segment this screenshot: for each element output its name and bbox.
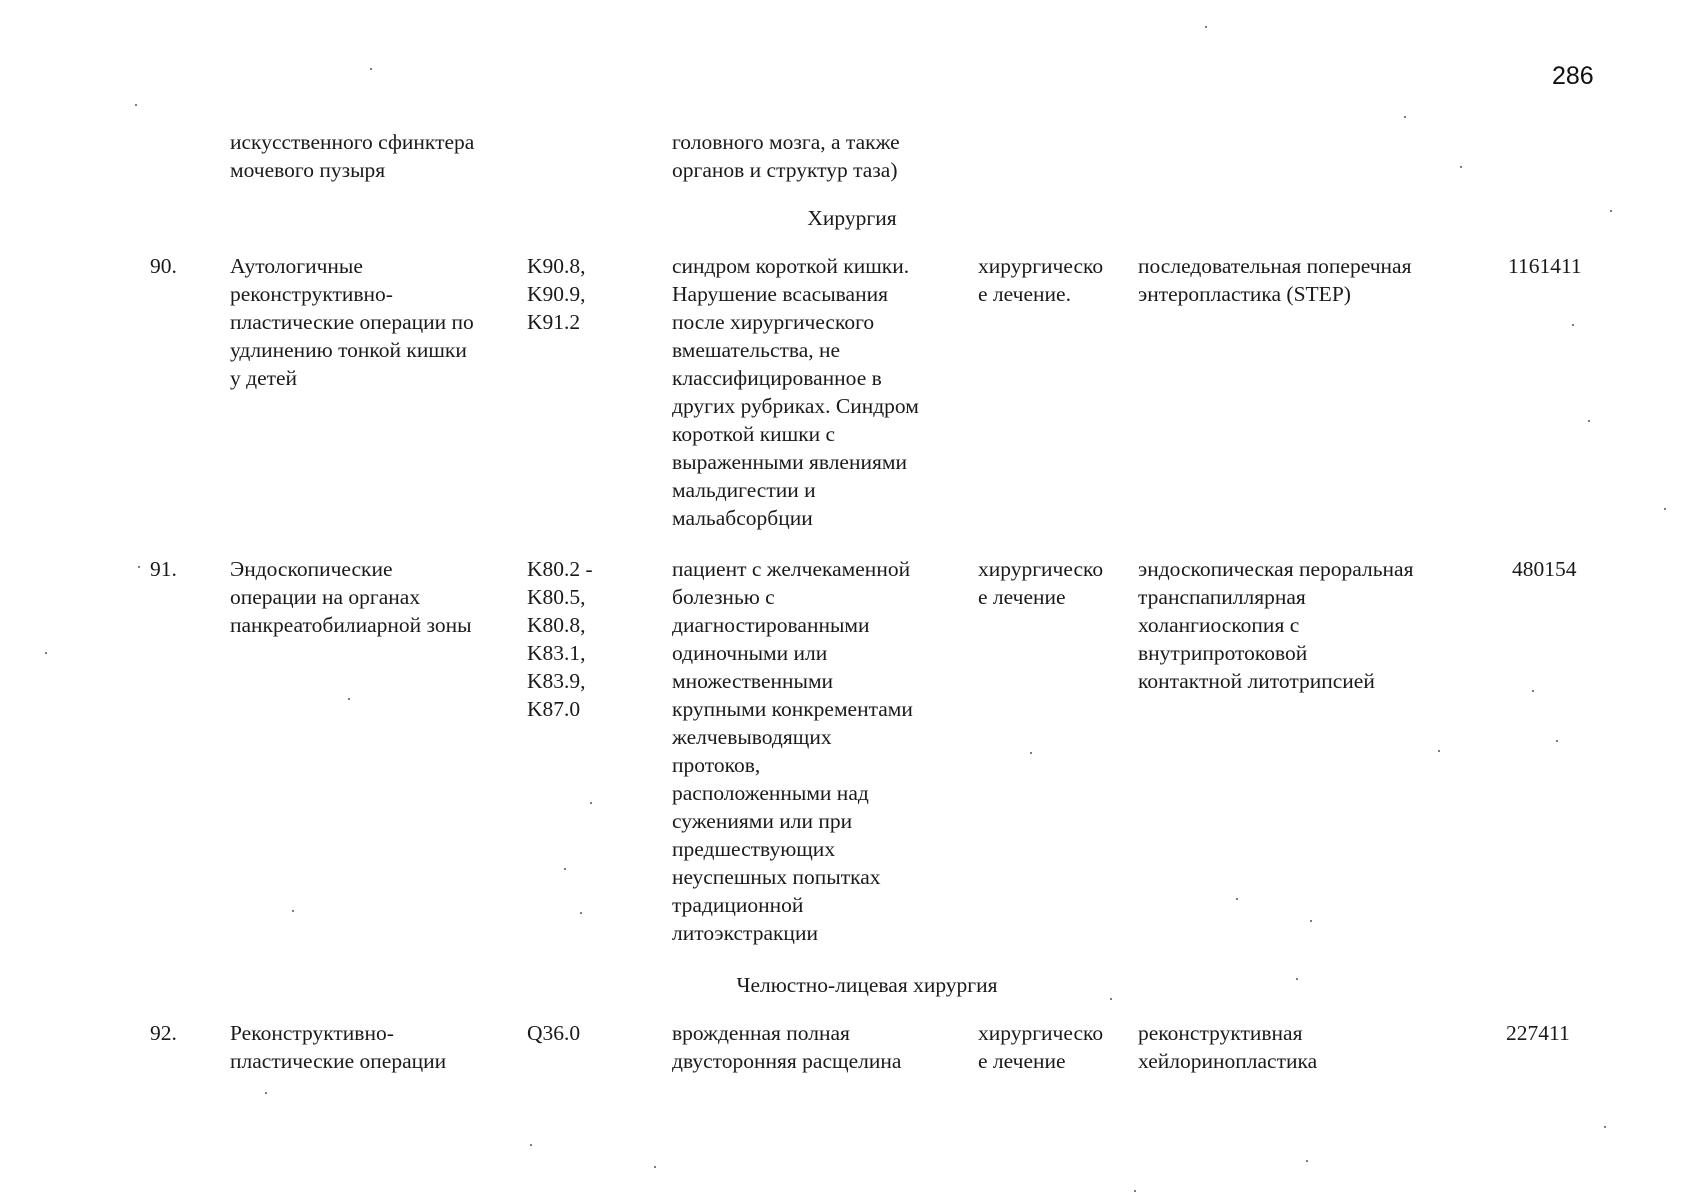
row-patient-model: синдром короткой кишки. Нарушение всасывания после хирургического вмешательства, не классифицированное в других рубриках. Синдром короткой кишки с выраженными явлениями мальдигестии и мальабсорбции <box>672 254 919 530</box>
scan-speck <box>1404 116 1406 118</box>
row-number: 92. <box>150 1021 177 1045</box>
scan-speck <box>1205 26 1207 28</box>
row-patient-model: пациент с желчекаменной болезнью с диагностированными одиночными или множественными крупными конкрементами желчевыводящих протоков, расположенными над сужениями или при предшествующих неуспешных попытках традиционной литоэкстракции <box>672 557 913 945</box>
scan-speck <box>1556 740 1558 742</box>
scan-speck <box>138 566 140 568</box>
row-cost: 1161411 <box>1508 254 1582 278</box>
row-treatment-method: эндоскопическая пероральная транспапиллярная холангиоскопия с внутрипротоковой контактной литотрипсией <box>1138 557 1414 693</box>
row-cost: 480154 <box>1512 557 1577 581</box>
scan-speck <box>1604 1126 1606 1128</box>
scan-speck <box>1588 420 1590 422</box>
scan-speck <box>1310 920 1312 922</box>
scan-speck <box>292 910 294 912</box>
section-title: Хирургия <box>807 206 897 230</box>
scan-speck <box>265 1092 267 1094</box>
carryover-method-type: искусственного сфинктера мочевого пузыря <box>230 130 475 182</box>
row-treatment-method: последовательная поперечная энтеропластика (STEP) <box>1138 254 1412 306</box>
scan-speck <box>1236 898 1238 900</box>
scan-speck <box>1296 978 1298 980</box>
scan-speck <box>564 868 566 870</box>
row-patient-model: врожденная полная двусторонняя расщелина <box>672 1021 902 1073</box>
row-treatment-type: хирургическо е лечение <box>978 1021 1104 1073</box>
carryover-patient-model: головного мозга, а также органов и структур таза) <box>672 130 900 182</box>
scan-speck <box>1610 210 1612 212</box>
scan-speck <box>590 802 592 804</box>
scan-speck <box>1438 750 1440 752</box>
row-treatment-method: реконструктивная хейлоринопластика <box>1138 1021 1318 1073</box>
row-cost: 227411 <box>1506 1021 1570 1045</box>
scan-speck <box>530 1144 532 1146</box>
scan-speck <box>654 1166 656 1168</box>
row-icd-codes: Q36.0 <box>527 1021 581 1045</box>
row-method-name: Реконструктивно- пластические операции <box>230 1021 447 1073</box>
scan-speck <box>1532 690 1534 692</box>
scan-speck <box>1306 1160 1308 1162</box>
section-title: Челюстно-лицевая хирургия <box>736 973 998 997</box>
row-number: 90. <box>150 254 177 278</box>
scan-speck <box>1134 1190 1136 1192</box>
row-number: 91. <box>150 557 177 581</box>
row-method-name: Аутологичные реконструктивно- пластические операции по удлинению тонкой кишки у детей <box>230 254 474 390</box>
row-method-name: Эндоскопические операции на органах панкреатобилиарной зоны <box>230 557 472 637</box>
scan-speck <box>348 698 350 700</box>
scan-speck <box>135 104 137 106</box>
row-icd-codes: K90.8, K90.9, K91.2 <box>527 254 586 334</box>
row-icd-codes: K80.2 - K80.5, K80.8, K83.1, K83.9, K87.0 <box>527 557 593 721</box>
scan-speck <box>1030 752 1032 754</box>
scan-speck <box>1110 998 1112 1000</box>
row-treatment-type: хирургическо е лечение <box>978 557 1104 609</box>
scan-speck <box>370 68 372 70</box>
scan-speck <box>580 912 582 914</box>
page-number: 286 <box>1552 62 1594 90</box>
scan-speck <box>1460 166 1462 168</box>
row-treatment-type: хирургическо е лечение. <box>978 254 1104 306</box>
scan-speck <box>45 652 47 654</box>
scan-speck <box>1664 508 1666 510</box>
scan-speck <box>1572 324 1574 326</box>
